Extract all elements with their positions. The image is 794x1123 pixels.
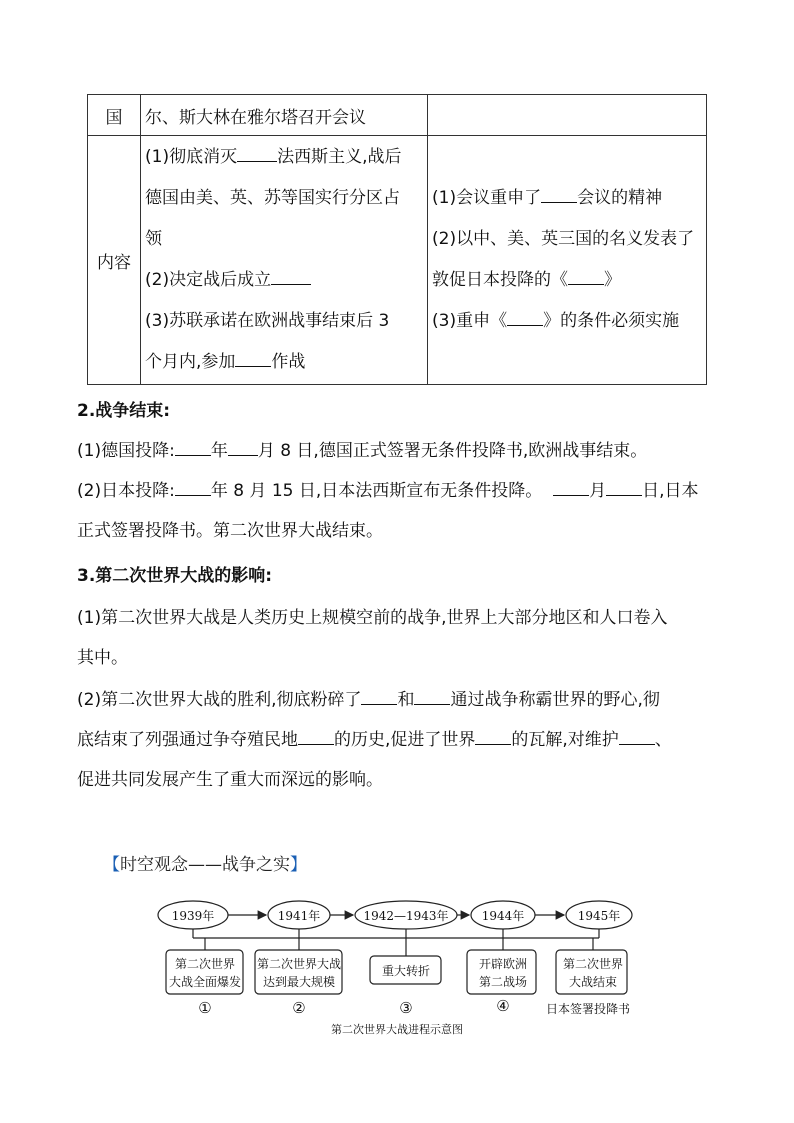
section-heading: 3.第二次世界大战的影响: (77, 566, 273, 586)
event-label: 第二次世界 (562, 957, 624, 971)
event-label: 第二次世界大战 (256, 957, 342, 971)
content-line: (2)以中、美、英三国的名义发表了 (432, 229, 695, 249)
timeline-note: 日本签署投降书 (545, 1002, 631, 1016)
content-line: (3)重申《 》的条件必须实施 (432, 311, 680, 331)
row-label-country: 国 (88, 95, 141, 136)
event-label: 大战结束 (568, 975, 618, 989)
paragraph-continuation: 促进共同发展产生了重大而深远的影响。 (77, 770, 383, 790)
content-line: 个月内,参加 作战 (145, 352, 306, 372)
event-label: 达到最大规模 (262, 975, 336, 989)
year-label: 1945年 (577, 909, 621, 923)
row-label-content: 内容 (88, 136, 141, 385)
year-label: 1942—1943年 (363, 909, 449, 923)
paragraph-continuation: 底结束了列强通过争夺殖民地 的历史,促进了世界 的瓦解,对维护 、 (77, 730, 672, 750)
paragraph: (2)第二次世界大战的胜利,彻底粉碎了 和 通过战争称霸世界的野心,彻 (77, 690, 660, 710)
paragraph-continuation: 其中。 (77, 648, 128, 668)
paragraph: (1)第二次世界大战是人类历史上规模空前的战争,世界上大部分地区和人口卷入 (77, 608, 668, 628)
content-line: (2)决定战后成立 (145, 260, 427, 301)
marker-label: ③ (399, 999, 413, 1017)
paragraph-continuation: 正式签署投降书。第二次世界大战结束。 (77, 521, 383, 541)
diagram-caption: 第二次世界大战进程示意图 (331, 1023, 463, 1036)
event-label: 第二战场 (478, 975, 528, 989)
year-label: 1939年 (171, 909, 215, 923)
event-label: 第二次世界 (174, 957, 236, 971)
content-line: 德国由美、英、苏等国实行分区占 (145, 188, 400, 208)
marker-label: ① (198, 999, 212, 1017)
country-left-cell: 尔、斯大林在雅尔塔召开会议 (141, 95, 428, 136)
year-label: 1944年 (481, 909, 525, 923)
content-line: (3)苏联承诺在欧洲战事结束后 3 (145, 311, 390, 331)
section-legend-title: 【时空观念——战争之实】 (103, 855, 307, 875)
section-heading: 2.战争结束: (77, 401, 171, 421)
content-line: (1)彻底消灭 法西斯主义,战后 (145, 147, 402, 167)
content-line: 敦促日本投降的《 》 (432, 270, 621, 290)
event-label: 大战全面爆发 (168, 975, 242, 989)
event-label: 重大转折 (381, 964, 431, 978)
paragraph: (2)日本投降: 年 8 月 15 日,日本法西斯宣布无条件投降。 月 日,日本 (77, 481, 699, 501)
content-line: (1)会议重申了 会议的精神 (432, 188, 663, 208)
marker-label: ④ (496, 997, 510, 1015)
paragraph: (1)德国投降: 年 月 8 日,德国正式签署无条件投降书,欧洲战事结束。 (77, 441, 648, 461)
year-label: 1941年 (277, 909, 321, 923)
content-line: 领 (145, 229, 162, 249)
event-label: 开辟欧洲 (478, 957, 528, 971)
marker-label: ② (292, 999, 306, 1017)
